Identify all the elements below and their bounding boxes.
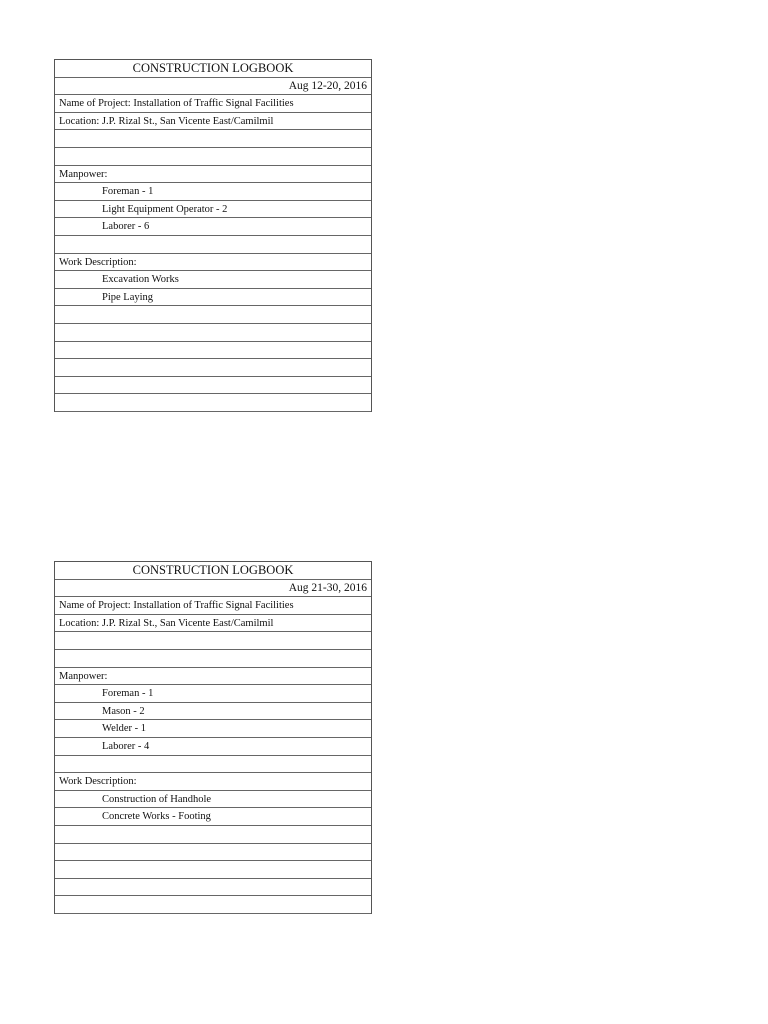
blank-row — [55, 632, 371, 650]
blank-row — [55, 306, 371, 324]
blank-row — [55, 130, 371, 148]
work-description-label: Work Description: — [55, 254, 371, 272]
blank-row — [55, 756, 371, 774]
manpower-item: Foreman - 1 — [55, 183, 371, 201]
logbook-2 — [54, 561, 372, 914]
manpower-item: Mason - 2 — [55, 703, 371, 721]
blank-row — [55, 324, 371, 342]
blank-row — [55, 879, 371, 897]
blank-row — [55, 342, 371, 360]
blank-row — [55, 896, 371, 914]
blank-row — [55, 236, 371, 254]
project-name: Name of Project: Installation of Traffic Signal Facilities — [55, 95, 371, 113]
work-item: Concrete Works - Footing — [55, 808, 371, 826]
logbook-date: Aug 12-20, 2016 — [55, 78, 371, 96]
logbook-date: Aug 21-30, 2016 — [55, 580, 371, 598]
manpower-item: Laborer - 6 — [55, 218, 371, 236]
work-description-label: Work Description: — [55, 773, 371, 791]
project-location: Location: J.P. Rizal St., San Vicente East/Camilmil — [55, 113, 371, 131]
logbook-1 — [54, 59, 372, 412]
blank-row — [55, 826, 371, 844]
blank-row — [55, 359, 371, 377]
blank-row — [55, 394, 371, 412]
manpower-label: Manpower: — [55, 166, 371, 184]
logbook-title: CONSTRUCTION LOGBOOK — [55, 562, 371, 580]
blank-row — [55, 148, 371, 166]
blank-row — [55, 377, 371, 395]
manpower-item: Welder - 1 — [55, 720, 371, 738]
blank-row — [55, 844, 371, 862]
blank-row — [55, 650, 371, 668]
manpower-label: Manpower: — [55, 668, 371, 686]
project-location: Location: J.P. Rizal St., San Vicente East/Camilmil — [55, 615, 371, 633]
manpower-item: Laborer - 4 — [55, 738, 371, 756]
logbook-title: CONSTRUCTION LOGBOOK — [55, 60, 371, 78]
manpower-item: Light Equipment Operator - 2 — [55, 201, 371, 219]
work-item: Excavation Works — [55, 271, 371, 289]
manpower-item: Foreman - 1 — [55, 685, 371, 703]
work-item: Construction of Handhole — [55, 791, 371, 809]
work-item: Pipe Laying — [55, 289, 371, 307]
blank-row — [55, 861, 371, 879]
project-name: Name of Project: Installation of Traffic Signal Facilities — [55, 597, 371, 615]
